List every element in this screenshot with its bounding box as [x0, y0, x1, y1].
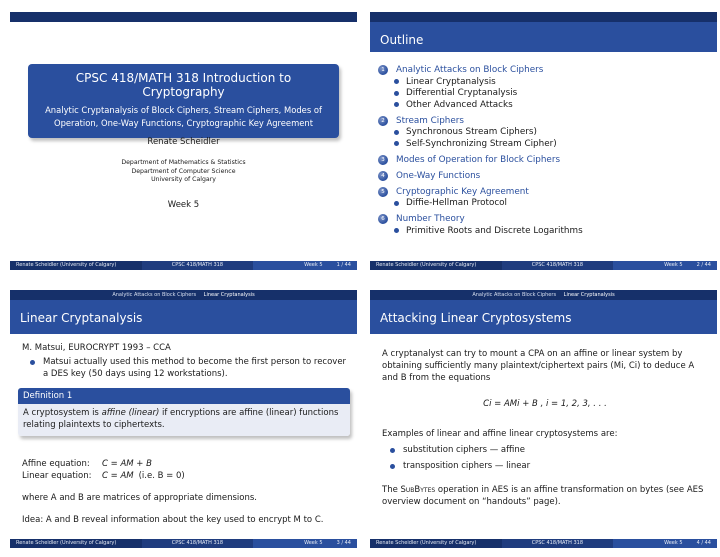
equation: C = AM + B: [102, 459, 152, 469]
outline-section[interactable]: [378, 115, 714, 127]
nav-subsection[interactable]: Linear Cryptanalysis: [203, 292, 255, 298]
equation: Ci = AMi + B , i = 1, 2, 3, . . .: [483, 399, 607, 409]
footer-course: CPSC 418/MATH 318: [502, 261, 613, 270]
equation: C = AM: [102, 471, 134, 481]
footer-author: Renate Scheidler (University of Calgary): [16, 540, 117, 546]
equations: [22, 458, 348, 482]
nav-subsection[interactable]: Linear Cryptanalysis: [563, 292, 615, 298]
section-label: Modes of Operation for Block Ciphers: [396, 154, 561, 165]
footer-week: Week 5: [664, 262, 683, 268]
paragraph: A cryptanalyst can try to mount a CPA on an affine or linear system by obtaining sufficiently many plaintext/ciphertext pairs (Mi, Ci) to deduce A and B from the equations: [382, 349, 695, 383]
outline-subsection[interactable]: [378, 88, 714, 100]
outline-subsection[interactable]: [378, 99, 714, 111]
outline-subsection[interactable]: [378, 76, 714, 88]
bullet-icon: [390, 464, 395, 469]
slide-title: [10, 12, 357, 270]
definition-term: affine (linear): [101, 408, 160, 418]
footer-week: Week 5: [304, 262, 323, 268]
footer: [10, 539, 357, 548]
section-label: One-Way Functions: [396, 170, 481, 181]
footer-right: [613, 539, 717, 548]
outline-section[interactable]: [378, 64, 714, 76]
slide-body: [382, 348, 708, 508]
slide-outline: [370, 12, 717, 270]
operation-name: SubBytes: [400, 485, 436, 495]
section-number-badge: 1: [378, 65, 388, 75]
definition-block: [18, 388, 350, 436]
institute-line: Department of Computer Science: [131, 167, 236, 175]
definition-body: [18, 404, 350, 436]
section-number-badge: 3: [378, 155, 388, 165]
bullet-icon: [390, 448, 395, 453]
section-number-badge: 5: [378, 187, 388, 197]
affine-equation: [22, 458, 348, 470]
bullet-icon: [394, 141, 399, 146]
outline-section[interactable]: [378, 170, 714, 182]
section-number-badge: 4: [378, 171, 388, 181]
page-number: 2 / 44: [696, 262, 711, 268]
bullet-icon: [394, 201, 399, 206]
equation-note: (i.e. B = 0): [138, 471, 185, 481]
paragraph-text: operation in AES is an affine transformation on bytes (see AES overview document on “handouts” page).: [382, 485, 704, 507]
idea-text: Idea: A and B reveal information about the key used to encrypt M to C.: [22, 515, 324, 525]
definition-text: A cryptosystem is: [23, 408, 102, 418]
page-number: 1 / 44: [336, 262, 351, 268]
bullet-icon: [30, 360, 35, 365]
list-item: [390, 460, 708, 472]
definition-text: if encryptions are affine (linear) functions relating plaintexts to ciphertexts.: [23, 408, 339, 430]
presentation-title: CPSC 418/MATH 318 Introduction to Cryptography: [75, 71, 292, 99]
outline-section[interactable]: [378, 213, 714, 225]
examples-intro: Examples of linear and affine linear cryptosystems are:: [382, 429, 618, 439]
section-label: Number Theory: [396, 214, 465, 224]
slide-attacking-linear: [370, 290, 717, 548]
subsection-label: Diffie-Hellman Protocol: [406, 198, 508, 209]
author: Renate Scheidler: [147, 137, 220, 147]
equation-label: Affine equation:: [22, 459, 90, 469]
outline-subsection[interactable]: [378, 198, 714, 210]
definition-header: Definition 1: [18, 388, 350, 404]
footer-author: Renate Scheidler (University of Calgary): [16, 262, 117, 268]
section-label: Analytic Attacks on Block Ciphers: [396, 65, 544, 75]
bullet-icon: [394, 79, 399, 84]
section-navigation: [10, 290, 357, 300]
frame-title: Attacking Linear Cryptosystems: [370, 300, 717, 334]
presentation-subtitle: Analytic Cryptanalysis of Block Ciphers, Stream Ciphers, Modes of Operation, One-Way Functions, Cryptographic Key Agreement: [45, 105, 322, 128]
subsection-label: Synchronous Stream Ciphers): [406, 127, 537, 138]
frame-title: Linear Cryptanalysis: [10, 300, 357, 334]
section-number-badge: 2: [378, 116, 388, 126]
page-number: 4 / 44: [696, 540, 711, 546]
outline-section[interactable]: [378, 154, 714, 166]
subsection-label: Self-Synchronizing Stream Cipher): [406, 138, 557, 149]
bullet-icon: [394, 228, 399, 233]
outline-subsection[interactable]: [378, 138, 714, 150]
footer: [370, 539, 717, 548]
section-number-badge: 6: [378, 214, 388, 224]
footer-right: [253, 539, 357, 548]
slide-linear-cryptanalysis: [10, 290, 357, 548]
footer-course: CPSC 418/MATH 318: [142, 261, 253, 270]
date: Week 5: [167, 200, 200, 210]
footer: [10, 261, 357, 270]
outline-subsection[interactable]: [378, 127, 714, 139]
institute-line: University of Calgary: [151, 176, 216, 183]
footer-week: Week 5: [304, 540, 323, 546]
institute: [10, 159, 357, 185]
paragraph: [382, 484, 708, 508]
footer-author: Renate Scheidler (University of Calgary): [376, 540, 477, 546]
footer-course: CPSC 418/MATH 318: [142, 539, 253, 548]
page-number: 3 / 44: [336, 540, 351, 546]
section-label: Stream Ciphers: [396, 115, 464, 126]
institute-line: Department of Mathematics & Statistics: [121, 159, 246, 166]
footer-week: Week 5: [664, 540, 683, 546]
footer-course: CPSC 418/MATH 318: [502, 539, 613, 548]
subsection-label: Differential Cryptanalysis: [406, 88, 518, 99]
slide-body: [22, 342, 348, 526]
title-box: [28, 64, 339, 138]
outline-subsection[interactable]: [378, 225, 714, 237]
outline-list: [378, 60, 714, 237]
linear-equation: [22, 470, 348, 482]
equation-label: Linear equation:: [22, 471, 92, 481]
bullet-text: Matsui actually used this method to become the first person to recover a DES key (50 days using 12 workstations).: [43, 357, 347, 379]
bullet-icon: [394, 102, 399, 107]
list-item: [30, 356, 348, 380]
footer: [370, 261, 717, 270]
subsection-label: Other Advanced Attacks: [406, 99, 513, 110]
header-bar: [370, 12, 717, 22]
section-navigation: [370, 290, 717, 300]
bullet-text: substitution ciphers — affine: [403, 445, 525, 455]
subsection-label: Primitive Roots and Discrete Logarithms: [406, 225, 583, 236]
list-item: [390, 444, 708, 456]
bullet-icon: [394, 91, 399, 96]
subsection-label: Linear Cryptanalysis: [406, 76, 496, 87]
nav-section[interactable]: Analytic Attacks on Block Ciphers: [472, 292, 557, 298]
outline-section[interactable]: [378, 186, 714, 198]
paragraph-text: The: [382, 485, 401, 495]
footer-right: [613, 261, 717, 270]
intro-line: M. Matsui, EUROCRYPT 1993 – CCA: [22, 343, 171, 353]
bullet-text: transposition ciphers — linear: [403, 461, 531, 471]
header-bar: [10, 12, 357, 22]
bullet-icon: [394, 130, 399, 135]
section-label: Cryptographic Key Agreement: [396, 186, 529, 197]
nav-section[interactable]: Analytic Attacks on Block Ciphers: [112, 292, 197, 298]
footer-author: Renate Scheidler (University of Calgary): [376, 262, 477, 268]
dimensions-text: where A and B are matrices of appropriate dimensions.: [22, 493, 257, 503]
footer-right: [253, 261, 357, 270]
frame-title: Outline: [370, 22, 717, 52]
